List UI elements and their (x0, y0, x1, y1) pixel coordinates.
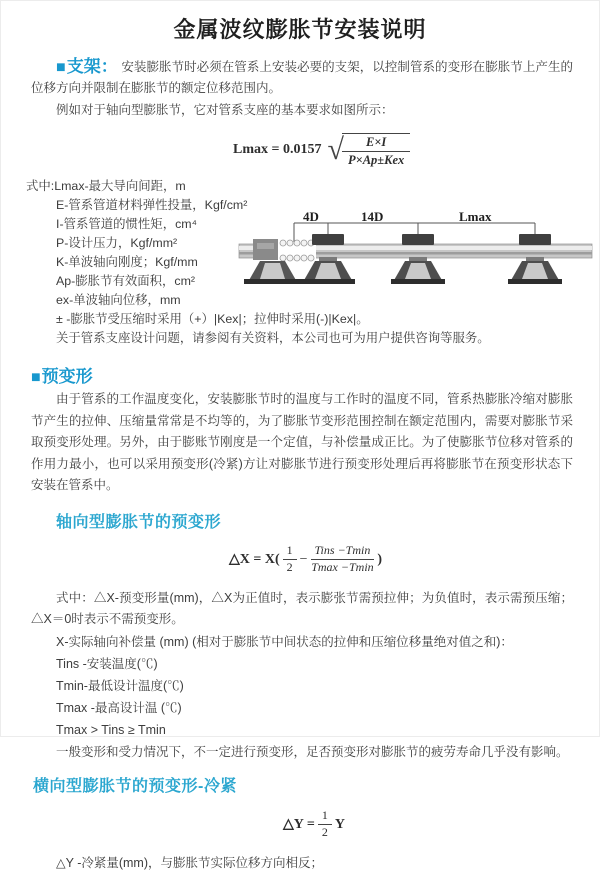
fraction-numerator: Tins −Tmin (311, 544, 375, 560)
sqrt-radical-sign: √ (327, 133, 344, 166)
half-fraction (318, 809, 332, 840)
definition-line: I-管系管道的惯性矩，cm⁴ (56, 217, 197, 231)
fraction-denominator: 2 (321, 825, 328, 839)
axial-formula-post: ) (377, 551, 383, 567)
lmax-formula-lhs: Lmax = 0.0157 (233, 142, 322, 157)
lateral-formula-post: Y (334, 816, 345, 832)
lateral-formula (283, 810, 599, 840)
preform-paragraph: 由于管系的工作温度变化，安装膨胀节时的温度与工作时的温度不同，管系热膨胀冷缩对膨胀节产生的拉伸、压缩量常常是不均等的，为了膨胀节变形范围控制在额定范围内，需要对膨胀节采取预变形处理。另外，由于膨账节刚度是一个定值，与补偿量成正比。为了使膨胀节位移对管系的作用力最小，也可以采用预变形(冷紧)方让对膨胀节进行预变形处理后再将膨胀节在预变形状态下安装在管系中。 (31, 392, 573, 492)
support-intro-paragraph (31, 56, 573, 99)
fraction-denominator: Tmax −Tmin (311, 560, 374, 574)
axial-formula (229, 542, 599, 578)
axial-explain-paragraph: 式中：△X-预变形量(mm)，△X为正值时，表示膨张节需预拉伸；为负值时，表示需预压缩；△X＝0时表示不需预变形。 (31, 590, 573, 626)
blue-square-icon: ■ (31, 369, 41, 386)
pipe-support-diagram (237, 209, 599, 303)
support-section-heading (56, 57, 118, 76)
pipe-support-diagram-svg (237, 209, 599, 303)
support-example-line: 例如对于轴向型膨胀节，它对管系支座的基本要求如图所示： (56, 103, 394, 117)
axial-item: Tmin-最低设计温度(℃) (56, 678, 184, 693)
sqrt-fraction (342, 133, 410, 168)
preform-section-heading (31, 362, 599, 387)
definition-line: ex-单波轴向位移，mm (56, 293, 181, 307)
fraction-numerator: 1 (318, 809, 332, 825)
axial-sub-heading: 轴向型膨胀节的预变形 (56, 513, 222, 531)
fraction-denominator: 2 (286, 560, 293, 574)
minus-operator: − (299, 551, 308, 567)
preform-heading-label: 预变形 (41, 367, 93, 386)
dim-label-lmax: Lmax (459, 209, 492, 224)
axial-formula-pre: △X = X( (229, 552, 280, 567)
guide-support (508, 234, 562, 284)
guide-support (391, 234, 445, 284)
page-title: 金属波纹膨胀节安装说明 (173, 17, 427, 42)
support-heading-label: 支架： (66, 57, 118, 76)
definition-line: Ap-膨胀节有效面积，cm² (56, 274, 196, 288)
definition-line: E-管系管道材料弹性投量，Kgf/cm² (56, 198, 248, 212)
lateral-note-line: △Y -冷紧量(mm)，与膨胀节实际位移方向相反； (56, 855, 324, 870)
bellows-icon (278, 240, 316, 261)
definitions-block (1, 177, 599, 348)
definition-line: P-设计压力，Kgf/mm² (56, 236, 178, 250)
dim-label-4d: 4D (303, 209, 319, 224)
definition-line: 关于管系支座设计问题，请参阅有关资料，本公司也可为用户提供咨询等服务。 (56, 331, 490, 345)
lateral-sub-heading: 横向型膨胀节的预变形-冷紧 (33, 777, 237, 795)
definition-line: K-单波轴向刚度；Kgf/mm (56, 255, 198, 269)
fraction-numerator: 1 (283, 544, 297, 560)
support-intro-text: 安装膨胀节时必须在管系上安装必要的支架，以控制管系的变形在膨胀节上产生的位移方向并限制在膨胀节的额定位移范围内。 (31, 60, 573, 95)
definition-line: 式中:Lmax-最大导向间距，m (26, 179, 186, 193)
half-fraction (283, 544, 297, 575)
axial-item: Tmax > Tins ≥ Tmin (56, 722, 166, 737)
axial-item: Tmax -最高设计温 (℃) (56, 700, 182, 715)
dim-label-14d: 14D (361, 209, 384, 224)
axial-item: Tins -安装温度(℃) (56, 656, 158, 671)
lmax-formula (233, 133, 599, 167)
lateral-formula-pre: △Y = (283, 817, 315, 832)
temperature-fraction (311, 544, 375, 575)
definition-line: ± -膨胀节受压缩时采用（+）|Kex|；拉伸时采用(-)|Kex|。 (56, 312, 369, 326)
sqrt-numerator: E×I (342, 134, 410, 152)
axial-item: 一般变形和受力情况下，不一定进行预变形，足否预变形对膨胀节的疲劳寿命几乎没有影响。 (56, 744, 569, 759)
sqrt-denominator: P×Ap±Kex (347, 152, 405, 167)
blue-square-icon: ■ (56, 59, 66, 76)
axial-item: X-实际轴向补偿量 (mm) (相对于膨胀节中间状态的拉伸和压缩位移量绝对值之和)： (56, 634, 513, 649)
